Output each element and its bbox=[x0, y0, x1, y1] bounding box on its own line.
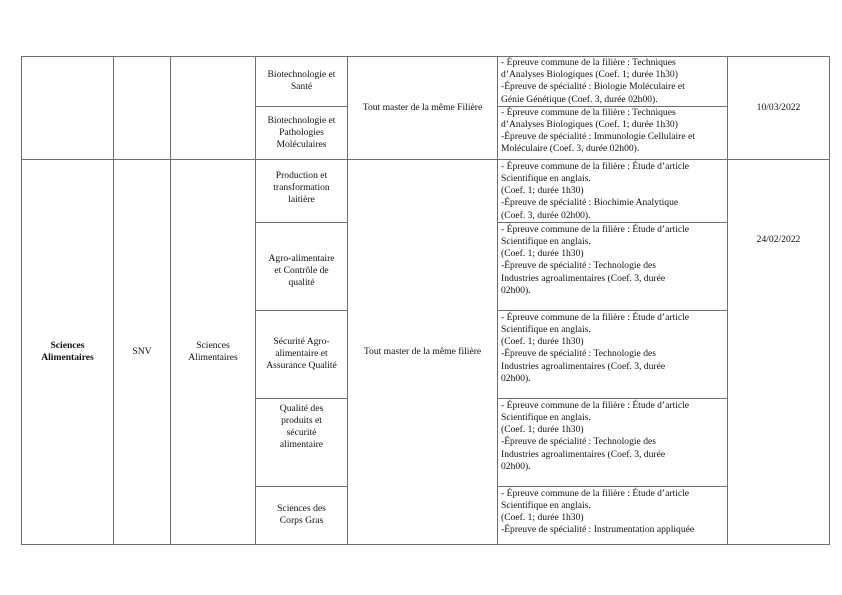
speciality-cell: Sécurité Agro- alimentaire et Assurance Qualité bbox=[256, 310, 348, 398]
exam-cell: - Épreuve commune de la filière : Techniques d’Analyses Biologiques (Coef. 1; durée 1h30) -Épreuve de spécialité : Biologie Moléculaire et Génie Génétique (Coef. 3, durée 02h00). bbox=[498, 57, 728, 107]
domain-cell-empty bbox=[22, 57, 114, 160]
exam-date-cell: 10/03/2022 bbox=[728, 57, 830, 160]
exam-cell: - Épreuve commune de la filière : Étude d’article Scientifique en anglais. (Coef. 1; durée 1h30) -Épreuve de spécialité : Technologie des Industries agroalimentaires (Coef. 3, durée 02h00). bbox=[498, 310, 728, 398]
filiere-code-cell: SNV bbox=[114, 159, 171, 544]
filiere-code-cell-empty bbox=[114, 57, 171, 160]
table-row bbox=[22, 57, 830, 107]
filiere-cell: Sciences Alimentaires bbox=[171, 159, 256, 544]
exam-cell: - Épreuve commune de la filière : Étude d’article Scientifique en anglais. (Coef. 1; durée 1h30) -Épreuve de spécialité : Technologie des Industries agroalimentaires (Coef. 3, durée 02h00). bbox=[498, 398, 728, 486]
domain-cell: Sciences Alimentaires bbox=[22, 159, 114, 544]
master-cell: Tout master de la même filière bbox=[348, 159, 498, 544]
exam-cell: - Épreuve commune de la filière : Étude d’article Scientifique en anglais. (Coef. 1; durée 1h30) -Épreuve de spécialité : Instrumentation appliquée bbox=[498, 486, 728, 544]
exam-date-cell: 24/02/2022 bbox=[728, 159, 830, 544]
filiere-cell-empty bbox=[171, 57, 256, 160]
exam-cell: - Épreuve commune de la filière : Étude d’article Scientifique en anglais. (Coef. 1; durée 1h30) -Épreuve de spécialité : Technologie des Industries agroalimentaires (Coef. 3, durée 02h00). bbox=[498, 222, 728, 310]
master-cell: Tout master de la même Filière bbox=[348, 57, 498, 160]
speciality-cell: Agro-alimentaire et Contrôle de qualité bbox=[256, 222, 348, 310]
speciality-cell: Production et transformation laitière bbox=[256, 159, 348, 222]
speciality-cell: Biotechnologie et Santé bbox=[256, 57, 348, 107]
speciality-cell: Qualité des produits et sécurité alimentaire bbox=[256, 398, 348, 486]
master-admission-table bbox=[21, 56, 830, 545]
exam-cell: - Épreuve commune de la filière : Étude d’article Scientifique en anglais. (Coef. 1; durée 1h30) -Épreuve de spécialité : Biochimie Analytique (Coef. 3, durée 02h00). bbox=[498, 159, 728, 222]
speciality-cell: Sciences des Corps Gras bbox=[256, 486, 348, 544]
speciality-cell: Biotechnologie et Pathologies Moléculaires bbox=[256, 106, 348, 159]
exam-cell: - Épreuve commune de la filière : Techniques d’Analyses Biologiques (Coef. 1; durée 1h30) -Épreuve de spécialité : Immunologie Cellulaire et Moléculaire (Coef. 3, durée 02h00). bbox=[498, 106, 728, 159]
table-row bbox=[22, 159, 830, 222]
